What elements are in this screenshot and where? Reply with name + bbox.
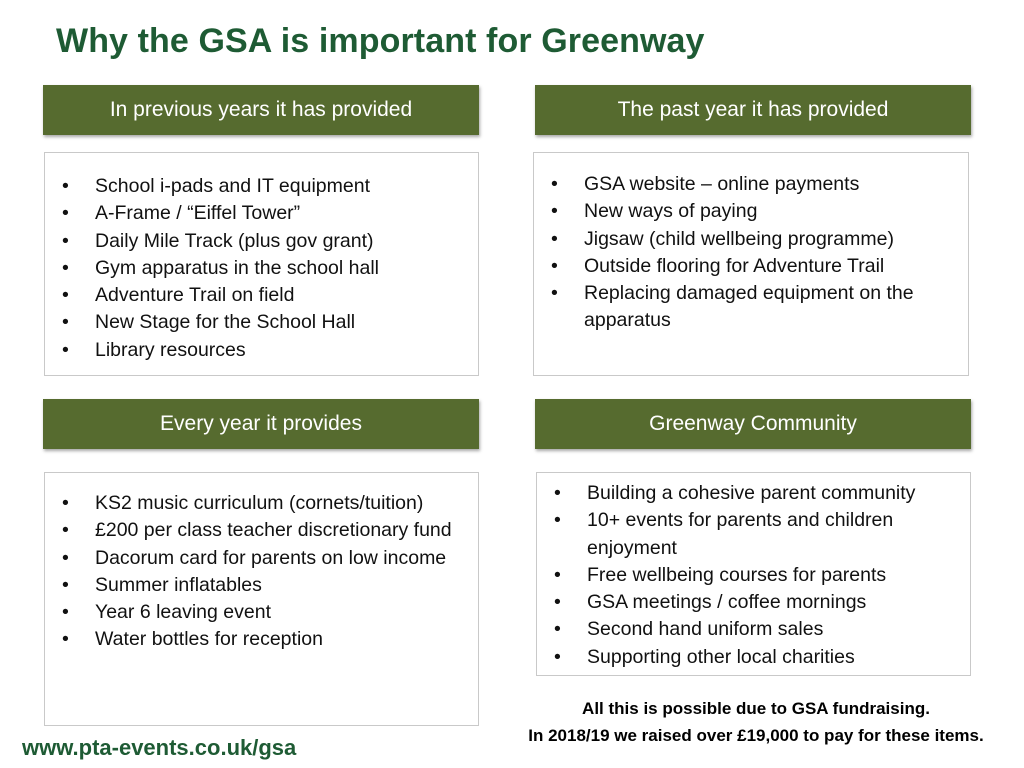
website-url: www.pta-events.co.uk/gsa <box>22 735 297 760</box>
list-item: • Second hand uniform sales <box>537 616 940 643</box>
header-greenway-community: Greenway Community <box>535 399 971 449</box>
list-item: • Outside flooring for Adventure Trail <box>534 253 948 280</box>
list-item: • KS2 music curriculum (cornets/tuition) <box>45 490 458 517</box>
list-item: • Year 6 leaving event <box>45 599 458 626</box>
list-item: • Building a cohesive parent community <box>537 480 940 507</box>
list-item: • Adventure Trail on field <box>45 282 478 309</box>
list-item: • Jigsaw (child wellbeing programme) <box>534 226 948 253</box>
fundraising-note-line-2: In 2018/19 we raised over £19,000 to pay for these items. <box>528 726 984 745</box>
list-item: • A-Frame / “Eiffel Tower” <box>45 200 478 227</box>
page-title: Why the GSA is important for Greenway <box>56 22 705 60</box>
list-item: • Dacorum card for parents on low income <box>45 545 458 572</box>
list-item: • Library resources <box>45 337 478 364</box>
list-item: • GSA website – online payments <box>534 171 948 198</box>
list-item: • Free wellbeing courses for parents <box>537 562 940 589</box>
list-item: • £200 per class teacher discretionary fund <box>45 517 458 544</box>
header-past-year: The past year it has provided <box>535 85 971 135</box>
list-item: • GSA meetings / coffee mornings <box>537 589 940 616</box>
list-item: • Summer inflatables <box>45 572 458 599</box>
list-item: • New Stage for the School Hall <box>45 309 478 336</box>
list-item: • Replacing damaged equipment on the apparatus <box>534 280 948 335</box>
list-box-past-year <box>533 152 969 376</box>
list-item: • Gym apparatus in the school hall <box>45 255 478 282</box>
list-box-greenway-community <box>536 472 971 676</box>
list-box-every-year <box>44 472 479 726</box>
list-item: • New ways of paying <box>534 198 948 225</box>
list-item: • 10+ events for parents and children enjoyment <box>537 507 940 562</box>
list-item: • Supporting other local charities <box>537 644 940 671</box>
header-previous-years: In previous years it has provided <box>43 85 479 135</box>
list-item: • Water bottles for reception <box>45 626 458 653</box>
fundraising-note-line-1: All this is possible due to GSA fundraising. <box>582 699 930 718</box>
list-box-previous-years <box>44 152 479 376</box>
header-every-year: Every year it provides <box>43 399 479 449</box>
list-item: • School i-pads and IT equipment <box>45 173 478 200</box>
list-item: • Daily Mile Track (plus gov grant) <box>45 228 478 255</box>
